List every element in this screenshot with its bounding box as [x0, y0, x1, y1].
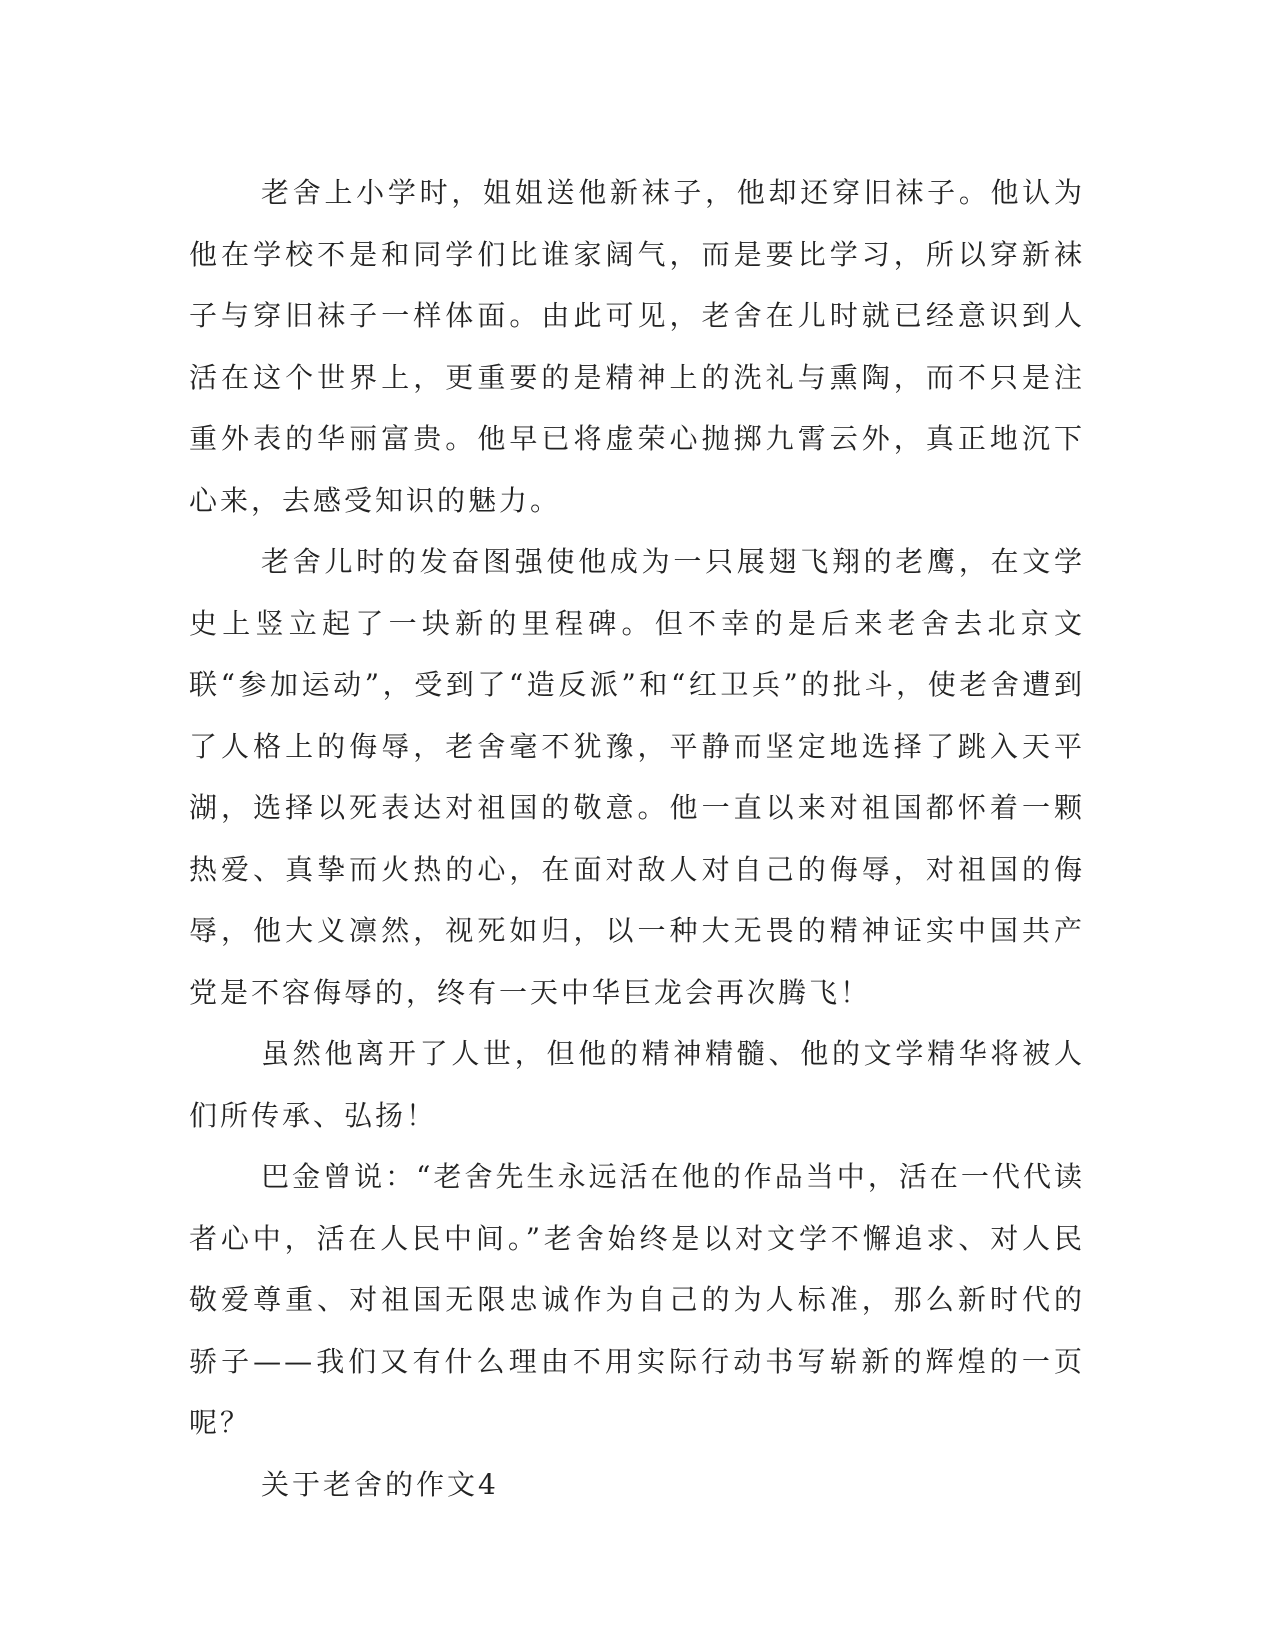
paragraph-3: 虽然他离开了人世，但他的精神精髓、他的文学精华将被人们所传承、弘扬！	[189, 1037, 1085, 1132]
paragraph-1: 老舍上小学时，姐姐送他新袜子，他却还穿旧袜子。他认为他在学校不是和同学们比谁家阔气，而是要比学习，所以穿新袜子与穿旧袜子一样体面。由此可见，老舍在儿时就已经意识到人活在这个世界上，更重要的是精神上的洗礼与熏陶，而不只是注重外表的华丽富贵。他早已将虚荣心抛掷九霄云外，真正地沉下心来，去感受知识的魅力。	[189, 176, 1085, 517]
paragraph-2: 老舍儿时的发奋图强使他成为一只展翅飞翔的老鹰，在文学史上竖立起了一块新的里程碑。但不幸的是后来老舍去北京文联“参加运动”，受到了“造反派”和“红卫兵”的批斗，使老舍遭到了人格上的侮辱，老舍毫不犹豫，平静而坚定地选择了跳入天平湖，选择以死表达对祖国的敬意。他一直以来对祖国都怀着一颗热爱、真挚而火热的心，在面对敌人对自己的侮辱，对祖国的侮辱，他大义凛然，视死如归，以一种大无畏的精神证实中国共产党是不容侮辱的，终有一天中华巨龙会再次腾飞！	[189, 545, 1085, 1009]
section-heading: 关于老舍的作文4	[261, 1467, 499, 1501]
paragraph-4: 巴金曾说：“老舍先生永远活在他的作品当中，活在一代代读者心中，活在人民中间。”老舍始终是以对文学不懈追求、对人民敬爱尊重、对祖国无限忠诚作为自己的为人标准，那么新时代的骄子——我们又有什么理由不用实际行动书写崭新的辉煌的一页呢？	[189, 1160, 1085, 1439]
document-body	[189, 162, 1085, 1515]
